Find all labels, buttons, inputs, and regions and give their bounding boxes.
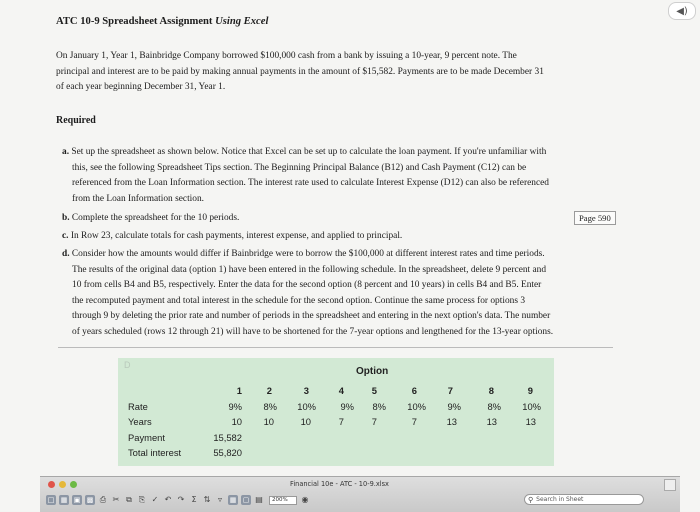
page-reference: Page 590 <box>574 211 616 225</box>
toolbar-toggle-button[interactable] <box>664 479 676 491</box>
years-cell: 7 <box>338 416 344 427</box>
option-number: 1 <box>236 385 242 396</box>
years-cell: 13 <box>446 416 457 427</box>
save-icon[interactable]: ▩ <box>86 495 94 504</box>
rate-cell: 10% <box>297 401 316 412</box>
years-cell: 10 <box>231 416 242 427</box>
copy-icon[interactable]: ⧉ <box>126 495 132 504</box>
option-header: Option <box>356 366 389 377</box>
rate-cell: 9% <box>340 401 354 412</box>
years-cell: 13 <box>525 416 536 427</box>
years-cell: 7 <box>371 416 377 427</box>
row-label-payment: Payment <box>128 432 165 443</box>
workbook-filename: Financial 10e - ATC - 10-9.xlsx <box>290 480 389 488</box>
cut-icon[interactable]: ✂ <box>112 495 120 504</box>
total-interest-cell: 55,820 <box>213 447 242 458</box>
column-letter-ghost: D <box>124 360 131 370</box>
undo-icon[interactable]: ↶ <box>164 495 172 504</box>
gallery-icon[interactable]: ▦ <box>229 495 237 504</box>
years-cell: 10 <box>300 416 311 427</box>
chart-icon[interactable]: ▤ <box>255 495 263 504</box>
option-number: 7 <box>447 385 453 396</box>
option-number: 8 <box>488 385 494 396</box>
option-number: 5 <box>371 385 377 396</box>
redo-icon[interactable]: ↷ <box>177 495 185 504</box>
option-number: 4 <box>338 385 344 396</box>
options-schedule <box>118 358 554 466</box>
templates-icon[interactable]: ▦ <box>60 495 68 504</box>
zoom-select[interactable]: 200% <box>269 496 297 505</box>
speaker-icon[interactable]: ◀) <box>668 2 696 20</box>
requirement-c: c. In Row 23, calculate totals for cash payments, interest expense, and applied to principal. <box>62 231 403 241</box>
assignment-title: ATC 10-9 Spreadsheet Assignment Using Excel <box>56 16 269 27</box>
option-number: 9 <box>527 385 533 396</box>
rate-cell: 9% <box>447 401 461 412</box>
intro-paragraph: On January 1, Year 1, Bainbridge Company borrowed $100,000 cash from a bank by issuing a 10-year, 9 percent note. The principal and interest are to be paid by making annual payments in the amount of $15,582. Payments are to be made December 31 of each year beginning December 31, Year 1. <box>56 51 544 92</box>
help-icon[interactable]: ◉ <box>301 495 309 504</box>
format-painter-icon[interactable]: ✓ <box>151 495 159 504</box>
excel-toolbar <box>46 495 310 505</box>
sort-icon[interactable]: ⇅ <box>203 495 211 504</box>
years-cell: 10 <box>263 416 274 427</box>
rate-cell: 8% <box>263 401 277 412</box>
rate-cell: 9% <box>228 401 242 412</box>
requirement-d: d. Consider how the amounts would differ if Bainbridge were to borrow the $100,000 at different interest rates and time periods. The results of the original data (option 1) have been entered in the following schedule. In the spreadsheet, delete 9 percent and 10 from cells B4 and B5, respectively. Enter the data for the second option (8 percent and 10 years) in cells B4 and B5. Enter the recomputed payment and total interest in the schedule for the second option. Continue the same process for options 3 through 9 by deleting the prior rate and number of periods in the spreadsheet and entering in the next option's data. The number of years scheduled (rows 12 through 21) will have to be shortened for the 7-year options and lengthened for the 13-year options. <box>62 249 554 337</box>
print-icon[interactable]: ⎙ <box>99 495 107 504</box>
toolbox-icon[interactable]: ▢ <box>242 495 250 504</box>
filter-icon[interactable]: ▿ <box>217 495 222 504</box>
new-document-icon[interactable]: □ <box>47 495 55 504</box>
years-cell: 13 <box>486 416 497 427</box>
rate-cell: 10% <box>522 401 541 412</box>
rate-cell: 10% <box>407 401 426 412</box>
row-label-rate: Rate <box>128 401 148 412</box>
requirement-a: a. Set up the spreadsheet as shown below. Notice that Excel can be set up to calculate the loan payment. If you're unfamiliar with this, see the following Spreadsheet Tips section. The Beginning Principal Balance (B12) and Cash Payment (C12) can be referenced from the Loan Information section. The interest rate used to calculate Interest Expense (D12) can also be referenced from the Loan Information section. <box>62 147 549 204</box>
option-number: 2 <box>266 385 272 396</box>
window-controls <box>48 481 77 488</box>
minimize-window-button[interactable] <box>59 481 66 488</box>
section-divider <box>58 347 613 348</box>
sheet-search-input[interactable]: ⚲ Search in Sheet <box>524 494 644 505</box>
row-label-years: Years <box>128 416 152 427</box>
requirement-b: b. Complete the spreadsheet for the 10 periods. <box>62 213 240 223</box>
paste-icon[interactable]: ⎘ <box>138 495 146 504</box>
excel-window-bar <box>40 476 680 512</box>
open-folder-icon[interactable]: ▣ <box>73 495 81 504</box>
rate-cell: 8% <box>372 401 386 412</box>
search-icon: ⚲ <box>528 495 534 504</box>
option-number: 3 <box>303 385 309 396</box>
option-number: 6 <box>411 385 417 396</box>
years-cell: 7 <box>411 416 417 427</box>
close-window-button[interactable] <box>48 481 55 488</box>
payment-cell: 15,582 <box>213 432 242 443</box>
autosum-icon[interactable]: Σ <box>191 495 197 504</box>
rate-cell: 8% <box>487 401 501 412</box>
maximize-window-button[interactable] <box>70 481 77 488</box>
required-heading: Required <box>56 115 96 126</box>
row-label-total-interest: Total interest <box>128 447 182 458</box>
